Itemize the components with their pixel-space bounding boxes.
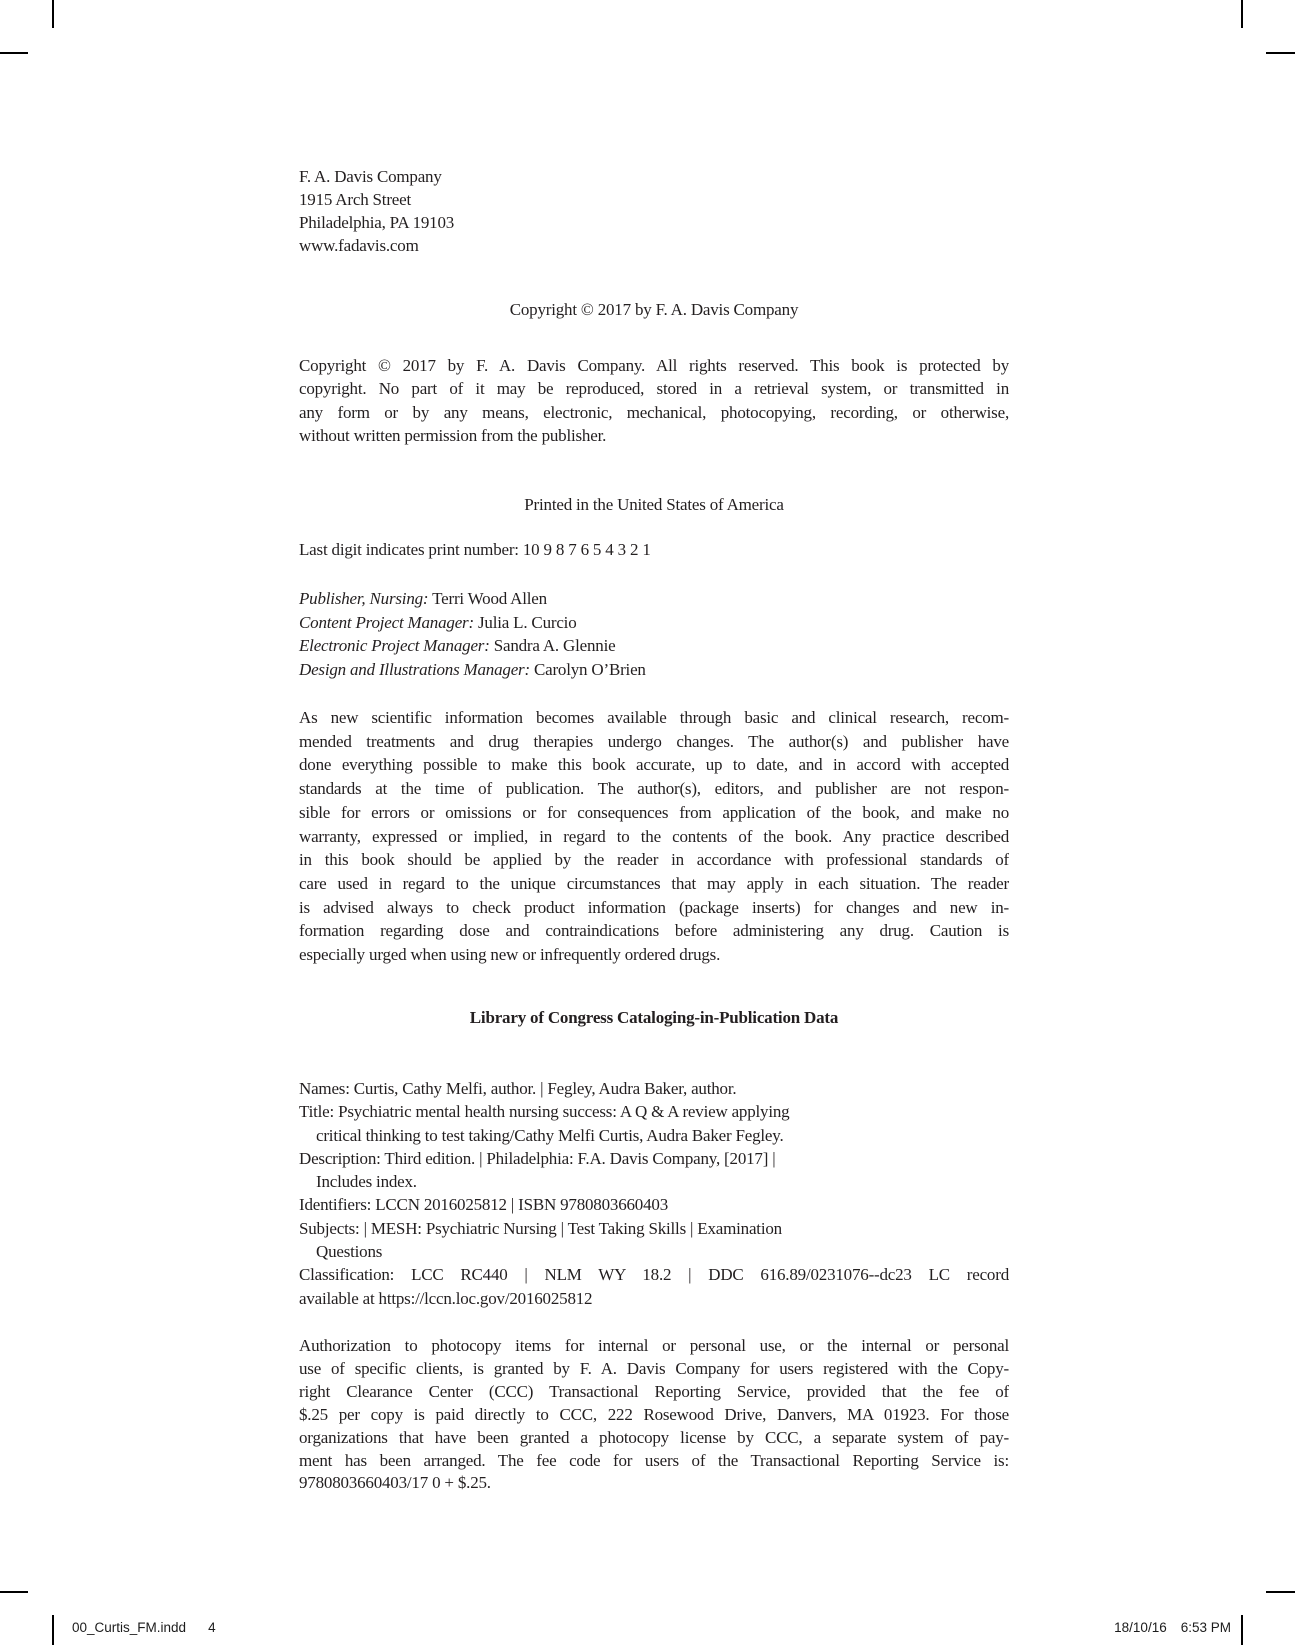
credit-line [299,634,1009,658]
publisher-street: 1915 Arch Street [299,190,411,209]
cip-description-continuation: Includes index. [316,1172,417,1192]
paragraph-line: warranty, expressed or implied, in regard to the contents of the book. Any practice described [299,826,1009,846]
publisher-city: Philadelphia, PA 19103 [299,213,455,232]
cip-names-line: Names: Curtis, Cathy Melfi, author. | Fegley, Audra Baker, author. [299,1079,737,1098]
credit-line [299,611,1009,635]
footer-page-number: 4 [208,1620,216,1635]
paragraph-line: in this book should be applied by the reader in accordance with professional standards of [299,850,1009,870]
cip-description-line: Description: Third edition. | Philadelphia: F.A. Davis Company, [2017] | [299,1148,776,1168]
paragraph-line: organizations that have been granted a photocopy license by CCC, a separate system of pay- [299,1427,1009,1447]
credit-name: Sandra A. Glennie [493,636,616,656]
copyright-heading: Copyright © 2017 by F. A. Davis Company [509,300,799,319]
footer-time: 6:53 PM [1180,1620,1231,1635]
footer-filename: 00_Curtis_FM.indd [72,1620,187,1635]
cip-title-continuation: critical thinking to test taking/Cathy Melfi Curtis, Audra Baker Fegley. [316,1125,784,1145]
paragraph-line: done everything possible to make this book accurate, up to date, and in accord with accepted [299,755,1009,775]
paragraph-line: Copyright © 2017 by F. A. Davis Company. All rights reserved. This book is protected by [299,356,1009,375]
crop-mark-bottom-right-vertical [1241,1615,1243,1645]
credit-name: Carolyn O’Brien [533,660,646,680]
staff-credits [299,587,1009,682]
crop-mark-bottom-left-vertical [52,1615,54,1645]
cip-classification-line: Classification: LCC RC440 | NLM WY 18.2 | DDC 616.89/0231076--dc23 LC record [299,1265,1009,1285]
credit-line [299,587,1009,611]
credit-role: Content Project Manager: [299,612,474,632]
paragraph-line: 9780803660403/17 0 + $.25. [299,1473,491,1493]
cip-heading: Library of Congress Cataloging-in-Publication Data [469,1008,839,1027]
publisher-name: F. A. Davis Company [299,167,442,186]
cip-identifiers-line: Identifiers: LCCN 2016025812 | ISBN 9780803660403 [299,1195,669,1215]
paragraph-line: especially urged when using new or infrequently ordered drugs. [299,945,721,965]
credit-name: Julia L. Curcio [477,612,577,632]
crop-mark-top-left-vertical [52,0,54,28]
paragraph-line: use of specific clients, is granted by F. A. Davis Company for users registered with the Copy- [299,1358,1009,1378]
crop-mark-top-right-horizontal [1266,52,1295,54]
publisher-website: www.fadavis.com [299,236,419,255]
paragraph-line: Authorization to photocopy items for internal or personal use, or the internal or personal [299,1336,1009,1355]
printed-in-line: Printed in the United States of America [524,495,784,514]
crop-mark-bottom-right-horizontal [1266,1591,1295,1593]
credit-role: Electronic Project Manager: [299,636,490,656]
paragraph-line: As new scientific information becomes available through basic and clinical research, recom- [299,708,1009,727]
paragraph-line: right Clearance Center (CCC) Transactional Reporting Service, provided that the fee of [299,1381,1009,1401]
paragraph-line: care used in regard to the unique circumstances that may apply in each situation. The reader [299,873,1009,893]
footer-slug-right [1114,1620,1231,1635]
publisher-address [299,165,1009,257]
cip-data [299,1077,1009,1310]
paragraph-line: standards at the time of publication. The author(s), editors, and publisher are not respon- [299,779,1009,799]
crop-mark-bottom-left-horizontal [0,1591,28,1593]
print-number-line: Last digit indicates print number: 10 9 8 7 6 5 4 3 2 1 [299,540,651,559]
cip-lccn-url-line: available at https://lccn.loc.gov/2016025812 [299,1288,593,1308]
disclaimer-paragraph [299,706,1009,967]
crop-mark-top-left-horizontal [0,52,28,54]
cip-subjects-line: Subjects: | MESH: Psychiatric Nursing | Test Taking Skills | Examination [299,1218,782,1238]
paragraph-line: copyright. No part of it may be reproduced, stored in a retrieval system, or transmitted in [299,379,1009,399]
copyright-notice [299,354,1009,448]
credit-line [299,658,1009,682]
paragraph-line: without written permission from the publisher. [299,426,607,446]
paragraph-line: mended treatments and drug therapies undergo changes. The author(s) and publisher have [299,731,1009,751]
paragraph-line: sible for errors or omissions or for consequences from application of the book, and make no [299,802,1009,822]
credit-role: Design and Illustrations Manager: [299,660,530,680]
cip-subjects-continuation: Questions [316,1242,383,1262]
footer-slug-left [72,1620,216,1635]
paragraph-line: formation regarding dose and contraindications before administering any drug. Caution is [299,921,1009,941]
paragraph-line: any form or by any means, electronic, mechanical, photocopying, recording, or otherwise, [299,402,1009,422]
authorization-paragraph [299,1335,1009,1495]
footer-date: 18/10/16 [1114,1620,1167,1635]
cip-title-line: Title: Psychiatric mental health nursing success: A Q & A review applying [299,1102,790,1122]
paragraph-line: is advised always to check product information (package inserts) for changes and new in- [299,897,1009,917]
paragraph-line: ment has been arranged. The fee code for users of the Transactional Reporting Service is: [299,1450,1009,1470]
crop-mark-top-right-vertical [1241,0,1243,28]
credit-name: Terri Wood Allen [432,589,547,608]
paragraph-line: $.25 per copy is paid directly to CCC, 222 Rosewood Drive, Danvers, MA 01923. For those [299,1404,1009,1424]
credit-role: Publisher, Nursing: [299,589,429,608]
